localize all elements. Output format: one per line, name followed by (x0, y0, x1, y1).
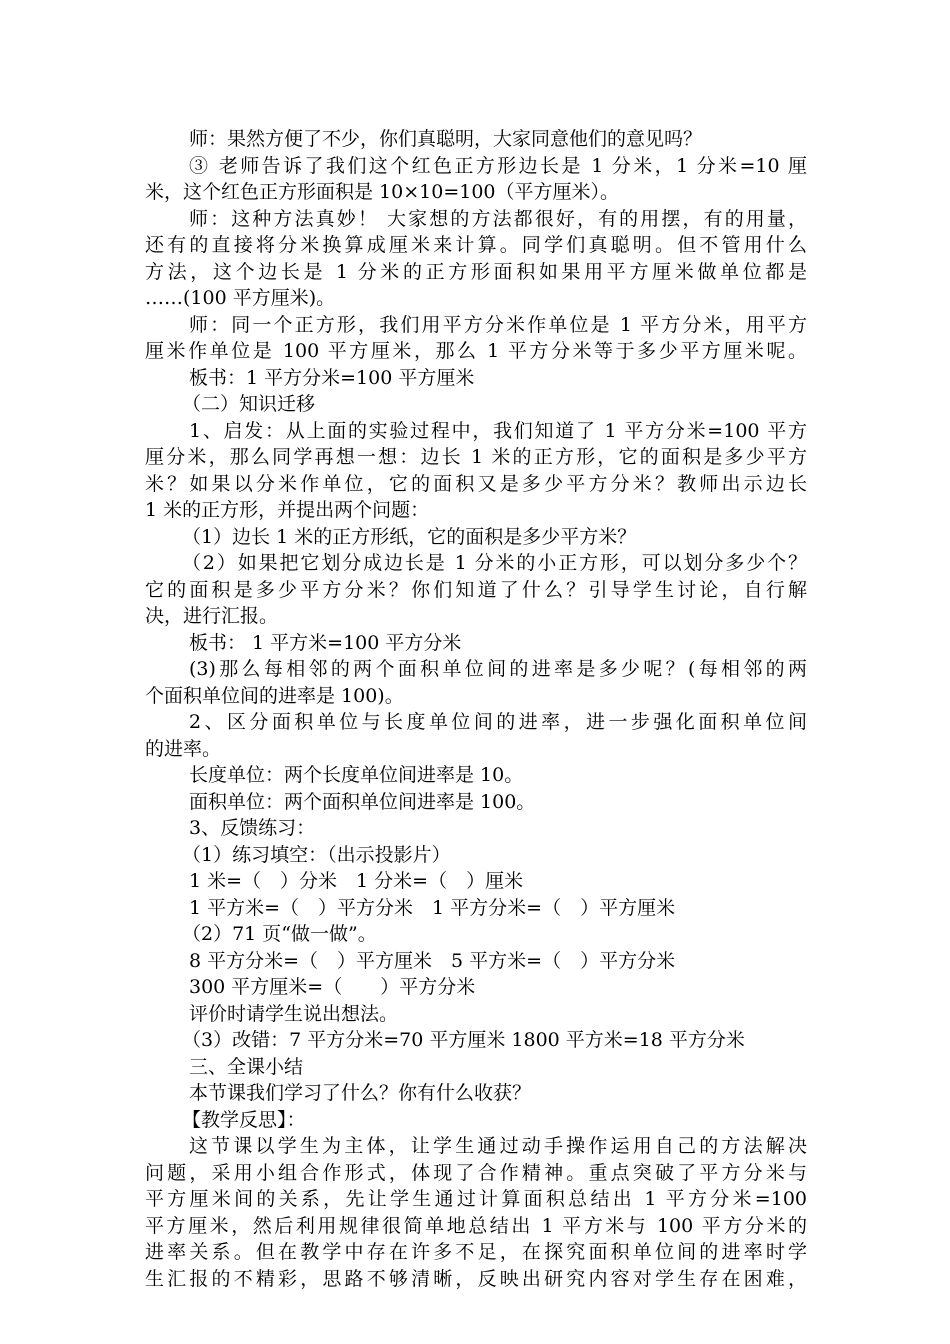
text-line: 方法，这个边长是 1 分米的正方形面积如果用平方厘米做单位都是 (145, 260, 807, 283)
text-line: （3）改错：7 平方分米=70 平方厘米 1800 平方米=18 平方分米 (182, 1029, 745, 1051)
text-line: 长度单位：两个长度单位间进率是 10。 (189, 764, 524, 786)
text-line: 三、全课小结 (189, 1055, 304, 1078)
text-line: 评价时请学生说出想法。 (189, 1002, 399, 1025)
text-line: （1）边长 1 米的正方形纸，它的面积是多少平方米？ (182, 525, 637, 548)
text-line: 平方厘米间的关系，先让学生通过计算面积总结出 1 平方分米=100 (145, 1188, 807, 1210)
text-line: 决，进行汇报。 (145, 605, 279, 627)
text-line: 1 米的正方形，并提出两个问题： (145, 499, 430, 521)
text-line: 厘分米，那么同学再想一想：边长 1 米的正方形，它的面积是多少平方 (145, 446, 807, 468)
text-line: (3)那么每相邻的两个面积单位间的进率是多少呢？(每相邻的两 (189, 658, 807, 680)
text-line: 师：同一个正方形，我们用平方分米作单位是 1 平方分米，用平方 (189, 313, 807, 336)
text-line: 厘米作单位是 100 平方厘米，那么 1 平方分米等于多少平方厘米呢。 (145, 340, 807, 362)
text-line: 问题，采用小组合作形式，体现了合作精神。重点突破了平方分米与 (145, 1161, 807, 1184)
text-line: （二）知识迁移 (182, 393, 316, 415)
text-line: 的进率。 (145, 737, 222, 760)
text-line: 进率关系。但在教学中存在许多不足，在探究面积单位间的进率时学 (145, 1241, 807, 1263)
text-line: 平方厘米，然后利用规律很简单地总结出 1 平方米与 100 平方分米的 (145, 1214, 807, 1237)
text-line: 板书： 1 平方米=100 平方分米 (189, 631, 462, 654)
text-line: 300 平方厘米=（ ）平方分米 (189, 976, 476, 998)
text-line: ……(100 平方厘米)。 (145, 287, 336, 309)
text-line: （1）练习填空：（出示投影片） (182, 843, 451, 866)
text-line: （2）71 页“做一做”。 (182, 923, 377, 945)
text-line: 2、区分面积单位与长度单位间的进率，进一步强化面积单位间 (189, 711, 807, 733)
text-line: 本节课我们学习了什么？你有什么收获？ (189, 1082, 532, 1104)
text-line: 1 米=（ ）分米 1 分米=（ ）厘米 (189, 870, 524, 892)
text-line: 师：这种方法真妙！ 大家想的方法都很好，有的用摆，有的用量， (189, 207, 807, 230)
text-line: 3、反馈练习： (189, 817, 316, 839)
document-body (145, 126, 807, 1292)
text-line: 米，这个红色正方形面积是 10×10=100（平方厘米）。 (145, 181, 619, 203)
text-line: 板书：1 平方分米=100 平方厘米 (189, 366, 475, 389)
text-line: 【教学反思】： (182, 1108, 306, 1131)
text-line: 8 平方分米=（ ）平方厘米 5 平方米=（ ）平方分米 (189, 949, 676, 972)
text-line: （2）如果把它划分成边长是 1 分米的小正方形，可以划分多少个？ (182, 552, 807, 574)
text-line: 1 平方米=（ ）平方分米 1 平方分米=（ ）平方厘米 (189, 896, 676, 919)
text-line: 米？如果以分米作单位，它的面积又是多少平方分米？教师出示边长 (145, 472, 807, 495)
text-line: 生汇报的不精彩，思路不够清晰，反映出研究内容对学生存在困难， (145, 1267, 807, 1290)
text-line: 1、启发：从上面的实验过程中，我们知道了 1 平方分米=100 平方 (189, 419, 807, 442)
text-line: ③ 老师告诉了我们这个红色正方形边长是 1 分米，1 分米=10 厘 (189, 154, 807, 177)
text-line: 这节课以学生为主体，让学生通过动手操作运用自己的方法解决 (189, 1135, 807, 1157)
text-line: 还有的直接将分米换算成厘米来计算。同学们真聪明。但不管用什么 (145, 234, 807, 256)
text-line: 面积单位：两个面积单位间进率是 100。 (189, 790, 536, 813)
text-line: 个面积单位间的进率是 100)。 (145, 684, 404, 707)
text-line: 它的面积是多少平方分米？你们知道了什么？引导学生讨论，自行解 (145, 578, 807, 601)
text-line: 师：果然方便了不少，你们真聪明，大家同意他们的意见吗？ (189, 128, 703, 150)
